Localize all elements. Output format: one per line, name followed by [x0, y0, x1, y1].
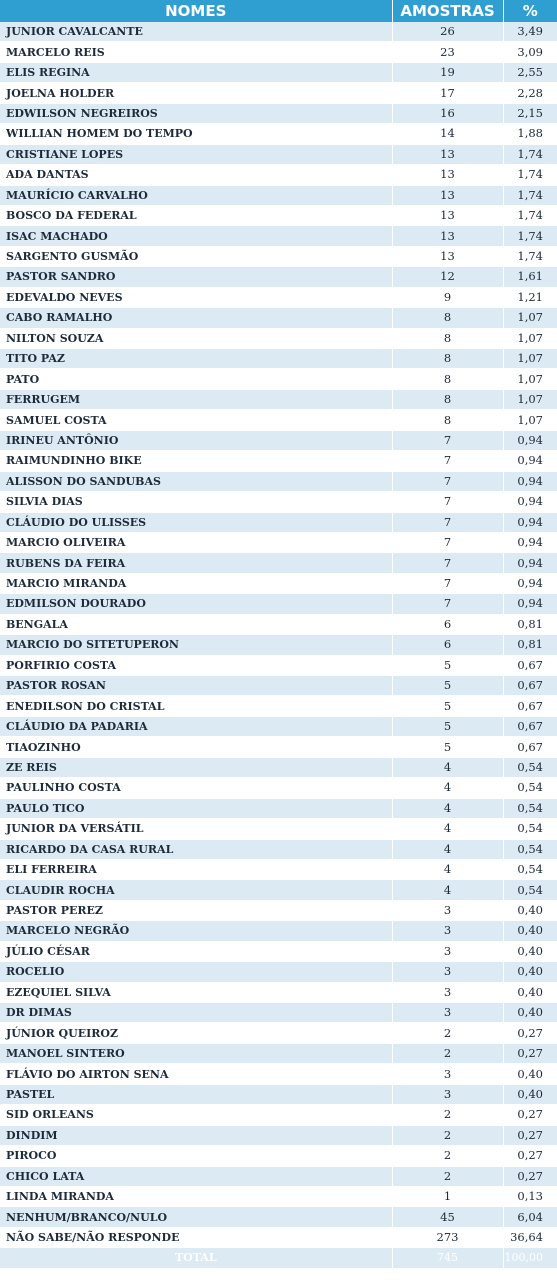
row-amostras: 8 [392, 410, 503, 430]
table-row [0, 614, 557, 634]
row-amostras: 8 [392, 389, 503, 409]
table-row [0, 369, 557, 389]
total-row [0, 1248, 557, 1269]
row-amostras: 273 [392, 1227, 503, 1247]
table-row [0, 1207, 557, 1227]
row-amostras: 3 [392, 921, 503, 941]
row-name: CRISTIANE LOPES [0, 144, 392, 164]
row-amostras: 7 [392, 512, 503, 532]
row-percent: 0,94 [503, 532, 557, 552]
row-name: JOELNA HOLDER [0, 83, 392, 103]
header-amostras: AMOSTRAS [392, 0, 503, 22]
row-amostras: 5 [392, 655, 503, 675]
table-row [0, 103, 557, 123]
row-percent: 0,67 [503, 737, 557, 757]
row-amostras: 2 [392, 1043, 503, 1063]
table-row [0, 287, 557, 307]
row-amostras: 13 [392, 165, 503, 185]
row-percent: 0,40 [503, 921, 557, 941]
row-percent: 3,09 [503, 42, 557, 62]
row-name: CABO RAMALHO [0, 308, 392, 328]
table-row [0, 635, 557, 655]
row-name: PIROCO [0, 1146, 392, 1166]
row-amostras: 7 [392, 430, 503, 450]
row-percent: 1,74 [503, 226, 557, 246]
table-row [0, 165, 557, 185]
row-name: ELI FERREIRA [0, 859, 392, 879]
row-amostras: 7 [392, 532, 503, 552]
row-percent: 0,40 [503, 941, 557, 961]
row-percent: 1,88 [503, 124, 557, 144]
total-amostras: 745 [392, 1248, 503, 1269]
table-row [0, 819, 557, 839]
row-percent: 1,74 [503, 246, 557, 266]
row-percent: 0,94 [503, 430, 557, 450]
row-amostras: 6 [392, 635, 503, 655]
row-percent: 2,15 [503, 103, 557, 123]
row-amostras: 4 [392, 798, 503, 818]
row-percent: 1,07 [503, 328, 557, 348]
table-header [0, 0, 557, 22]
table-row [0, 676, 557, 696]
row-percent: 0,67 [503, 655, 557, 675]
row-name: CLÁUDIO DA PADARIA [0, 716, 392, 736]
row-amostras: 5 [392, 696, 503, 716]
row-name: PASTOR ROSAN [0, 676, 392, 696]
row-amostras: 9 [392, 287, 503, 307]
row-name: LINDA MIRANDA [0, 1186, 392, 1206]
row-percent: 0,27 [503, 1043, 557, 1063]
row-name: WILLIAN HOMEM DO TEMPO [0, 124, 392, 144]
row-amostras: 5 [392, 716, 503, 736]
row-amostras: 8 [392, 369, 503, 389]
row-percent: 0,54 [503, 798, 557, 818]
row-name: JUNIOR CAVALCANTE [0, 22, 392, 42]
total-label: TOTAL [0, 1248, 392, 1269]
row-amostras: 1 [392, 1186, 503, 1206]
table-row [0, 185, 557, 205]
table-row [0, 962, 557, 982]
row-amostras: 7 [392, 492, 503, 512]
row-name: JÚLIO CÉSAR [0, 941, 392, 961]
row-amostras: 13 [392, 185, 503, 205]
row-percent: 0,67 [503, 716, 557, 736]
row-percent: 0,94 [503, 594, 557, 614]
row-percent: 0,54 [503, 880, 557, 900]
row-percent: 0,94 [503, 553, 557, 573]
row-amostras: 7 [392, 594, 503, 614]
row-amostras: 3 [392, 1003, 503, 1023]
row-name: NÃO SABE/NÃO RESPONDE [0, 1227, 392, 1247]
row-name: PATO [0, 369, 392, 389]
table-row [0, 1146, 557, 1166]
row-name: BENGALA [0, 614, 392, 634]
row-name: SILVIA DIAS [0, 492, 392, 512]
row-percent: 6,04 [503, 1207, 557, 1227]
table-row [0, 573, 557, 593]
row-amostras: 14 [392, 124, 503, 144]
total-percent: 100,00 [503, 1248, 557, 1269]
row-name: MARCIO DO SITETUPERON [0, 635, 392, 655]
row-amostras: 8 [392, 328, 503, 348]
row-amostras: 2 [392, 1023, 503, 1043]
table-row [0, 921, 557, 941]
table-row [0, 410, 557, 430]
table-row [0, 205, 557, 225]
table-row [0, 880, 557, 900]
row-amostras: 4 [392, 757, 503, 777]
table-row [0, 246, 557, 266]
row-percent: 1,07 [503, 410, 557, 430]
row-name: MARCIO MIRANDA [0, 573, 392, 593]
row-percent: 1,07 [503, 369, 557, 389]
table-body [0, 22, 557, 1248]
row-amostras: 2 [392, 1146, 503, 1166]
row-percent: 0,54 [503, 757, 557, 777]
row-name: PASTEL [0, 1084, 392, 1104]
row-amostras: 7 [392, 553, 503, 573]
table-row [0, 1125, 557, 1145]
table-row [0, 900, 557, 920]
row-percent: 0,40 [503, 1084, 557, 1104]
row-amostras: 19 [392, 62, 503, 82]
row-percent: 2,55 [503, 62, 557, 82]
row-percent: 36,64 [503, 1227, 557, 1247]
row-name: ZE REIS [0, 757, 392, 777]
row-name: EDEVALDO NEVES [0, 287, 392, 307]
row-percent: 1,07 [503, 389, 557, 409]
row-amostras: 3 [392, 1084, 503, 1104]
row-percent: 0,27 [503, 1146, 557, 1166]
table-row [0, 1064, 557, 1084]
table-row [0, 144, 557, 164]
row-amostras: 3 [392, 1064, 503, 1084]
table-row [0, 1084, 557, 1104]
row-percent: 0,94 [503, 451, 557, 471]
table-row [0, 778, 557, 798]
header-percent: % [503, 0, 557, 22]
table-row [0, 982, 557, 1002]
row-name: NENHUM/BRANCO/NULO [0, 1207, 392, 1227]
table-row [0, 1166, 557, 1186]
table-row [0, 798, 557, 818]
row-name: PORFIRIO COSTA [0, 655, 392, 675]
row-percent: 0,54 [503, 778, 557, 798]
row-name: PAULINHO COSTA [0, 778, 392, 798]
row-amostras: 7 [392, 573, 503, 593]
row-name: NILTON SOUZA [0, 328, 392, 348]
table-row [0, 226, 557, 246]
header-row [0, 0, 557, 22]
row-percent: 0,27 [503, 1166, 557, 1186]
row-name: TITO PAZ [0, 349, 392, 369]
header-nomes: NOMES [0, 0, 392, 22]
row-percent: 0,40 [503, 962, 557, 982]
row-percent: 0,94 [503, 471, 557, 491]
row-amostras: 17 [392, 83, 503, 103]
row-name: MARCELO NEGRÃO [0, 921, 392, 941]
row-percent: 1,74 [503, 205, 557, 225]
table-row [0, 941, 557, 961]
row-name: MARCIO OLIVEIRA [0, 532, 392, 552]
row-percent: 0,40 [503, 900, 557, 920]
row-percent: 0,40 [503, 1003, 557, 1023]
row-name: ADA DANTAS [0, 165, 392, 185]
row-amostras: 4 [392, 819, 503, 839]
row-name: TIAOZINHO [0, 737, 392, 757]
table-row [0, 594, 557, 614]
row-name: RAIMUNDINHO BIKE [0, 451, 392, 471]
table-row [0, 553, 557, 573]
row-amostras: 5 [392, 676, 503, 696]
table-row [0, 839, 557, 859]
row-name: CHICO LATA [0, 1166, 392, 1186]
table-row [0, 716, 557, 736]
row-name: CLÁUDIO DO ULISSES [0, 512, 392, 532]
row-name: SID ORLEANS [0, 1105, 392, 1125]
row-percent: 0,27 [503, 1125, 557, 1145]
row-amostras: 8 [392, 308, 503, 328]
row-name: IRINEU ANTÔNIO [0, 430, 392, 450]
table-row [0, 512, 557, 532]
row-name: MAURÍCIO CARVALHO [0, 185, 392, 205]
row-percent: 0,94 [503, 492, 557, 512]
table-row [0, 124, 557, 144]
row-amostras: 6 [392, 614, 503, 634]
row-percent: 3,49 [503, 22, 557, 42]
row-amostras: 26 [392, 22, 503, 42]
row-name: SAMUEL COSTA [0, 410, 392, 430]
row-percent: 0,94 [503, 512, 557, 532]
row-name: RICARDO DA CASA RURAL [0, 839, 392, 859]
table-row [0, 471, 557, 491]
row-percent: 0,81 [503, 614, 557, 634]
row-amostras: 3 [392, 982, 503, 1002]
table-row [0, 389, 557, 409]
row-name: FERRUGEM [0, 389, 392, 409]
table-row [0, 1023, 557, 1043]
row-amostras: 13 [392, 246, 503, 266]
row-amostras: 7 [392, 471, 503, 491]
row-percent: 1,74 [503, 165, 557, 185]
row-name: ISAC MACHADO [0, 226, 392, 246]
row-name: ALISSON DO SANDUBAS [0, 471, 392, 491]
row-percent: 1,74 [503, 144, 557, 164]
row-amostras: 13 [392, 226, 503, 246]
row-amostras: 2 [392, 1125, 503, 1145]
row-name: DINDIM [0, 1125, 392, 1145]
table-row [0, 696, 557, 716]
row-percent: 0,40 [503, 982, 557, 1002]
table-row [0, 532, 557, 552]
table-row [0, 859, 557, 879]
row-percent: 2,28 [503, 83, 557, 103]
row-percent: 0,40 [503, 1064, 557, 1084]
table-row [0, 451, 557, 471]
row-amostras: 3 [392, 900, 503, 920]
table-row [0, 349, 557, 369]
row-amostras: 2 [392, 1105, 503, 1125]
row-name: ROCELIO [0, 962, 392, 982]
row-amostras: 4 [392, 859, 503, 879]
row-percent: 0,94 [503, 573, 557, 593]
row-percent: 0,67 [503, 696, 557, 716]
table-row [0, 737, 557, 757]
row-amostras: 45 [392, 1207, 503, 1227]
row-amostras: 23 [392, 42, 503, 62]
table-row [0, 1227, 557, 1247]
table-row [0, 62, 557, 82]
row-name: PAULO TICO [0, 798, 392, 818]
row-name: EDWILSON NEGREIROS [0, 103, 392, 123]
row-percent: 0,27 [503, 1105, 557, 1125]
row-amostras: 4 [392, 839, 503, 859]
row-amostras: 2 [392, 1166, 503, 1186]
row-percent: 0,54 [503, 819, 557, 839]
table-row [0, 83, 557, 103]
table-row [0, 42, 557, 62]
row-name: PASTOR PEREZ [0, 900, 392, 920]
table-row [0, 1043, 557, 1063]
row-amostras: 8 [392, 349, 503, 369]
table-row [0, 492, 557, 512]
row-amostras: 7 [392, 451, 503, 471]
row-amostras: 12 [392, 267, 503, 287]
row-name: PASTOR SANDRO [0, 267, 392, 287]
table-row [0, 267, 557, 287]
table-row [0, 430, 557, 450]
row-name: JUNIOR DA VERSÁTIL [0, 819, 392, 839]
row-percent: 1,21 [503, 287, 557, 307]
row-name: ENEDILSON DO CRISTAL [0, 696, 392, 716]
table-row [0, 1105, 557, 1125]
row-name: CLAUDIR ROCHA [0, 880, 392, 900]
row-percent: 1,07 [503, 308, 557, 328]
row-percent: 1,61 [503, 267, 557, 287]
row-percent: 0,54 [503, 859, 557, 879]
table-row [0, 1186, 557, 1206]
table-row [0, 22, 557, 42]
row-percent: 1,07 [503, 349, 557, 369]
row-percent: 1,74 [503, 185, 557, 205]
table-row [0, 757, 557, 777]
row-percent: 0,81 [503, 635, 557, 655]
row-amostras: 3 [392, 941, 503, 961]
table-footer [0, 1248, 557, 1269]
row-amostras: 3 [392, 962, 503, 982]
row-name: MANOEL SINTERO [0, 1043, 392, 1063]
row-name: DR DIMAS [0, 1003, 392, 1023]
row-name: ELIS REGINA [0, 62, 392, 82]
row-amostras: 13 [392, 144, 503, 164]
table-row [0, 655, 557, 675]
row-amostras: 4 [392, 778, 503, 798]
row-name: EZEQUIEL SILVA [0, 982, 392, 1002]
table-row [0, 308, 557, 328]
row-name: RUBENS DA FEIRA [0, 553, 392, 573]
row-percent: 0,54 [503, 839, 557, 859]
row-amostras: 13 [392, 205, 503, 225]
row-amostras: 5 [392, 737, 503, 757]
row-percent: 0,27 [503, 1023, 557, 1043]
row-amostras: 16 [392, 103, 503, 123]
table-row [0, 1003, 557, 1023]
row-percent: 0,13 [503, 1186, 557, 1206]
row-name: FLÁVIO DO AIRTON SENA [0, 1064, 392, 1084]
row-name: JÚNIOR QUEIROZ [0, 1023, 392, 1043]
row-name: SARGENTO GUSMÃO [0, 246, 392, 266]
row-name: EDMILSON DOURADO [0, 594, 392, 614]
row-percent: 0,67 [503, 676, 557, 696]
row-name: BOSCO DA FEDERAL [0, 205, 392, 225]
row-name: MARCELO REIS [0, 42, 392, 62]
row-amostras: 4 [392, 880, 503, 900]
table-row [0, 328, 557, 348]
